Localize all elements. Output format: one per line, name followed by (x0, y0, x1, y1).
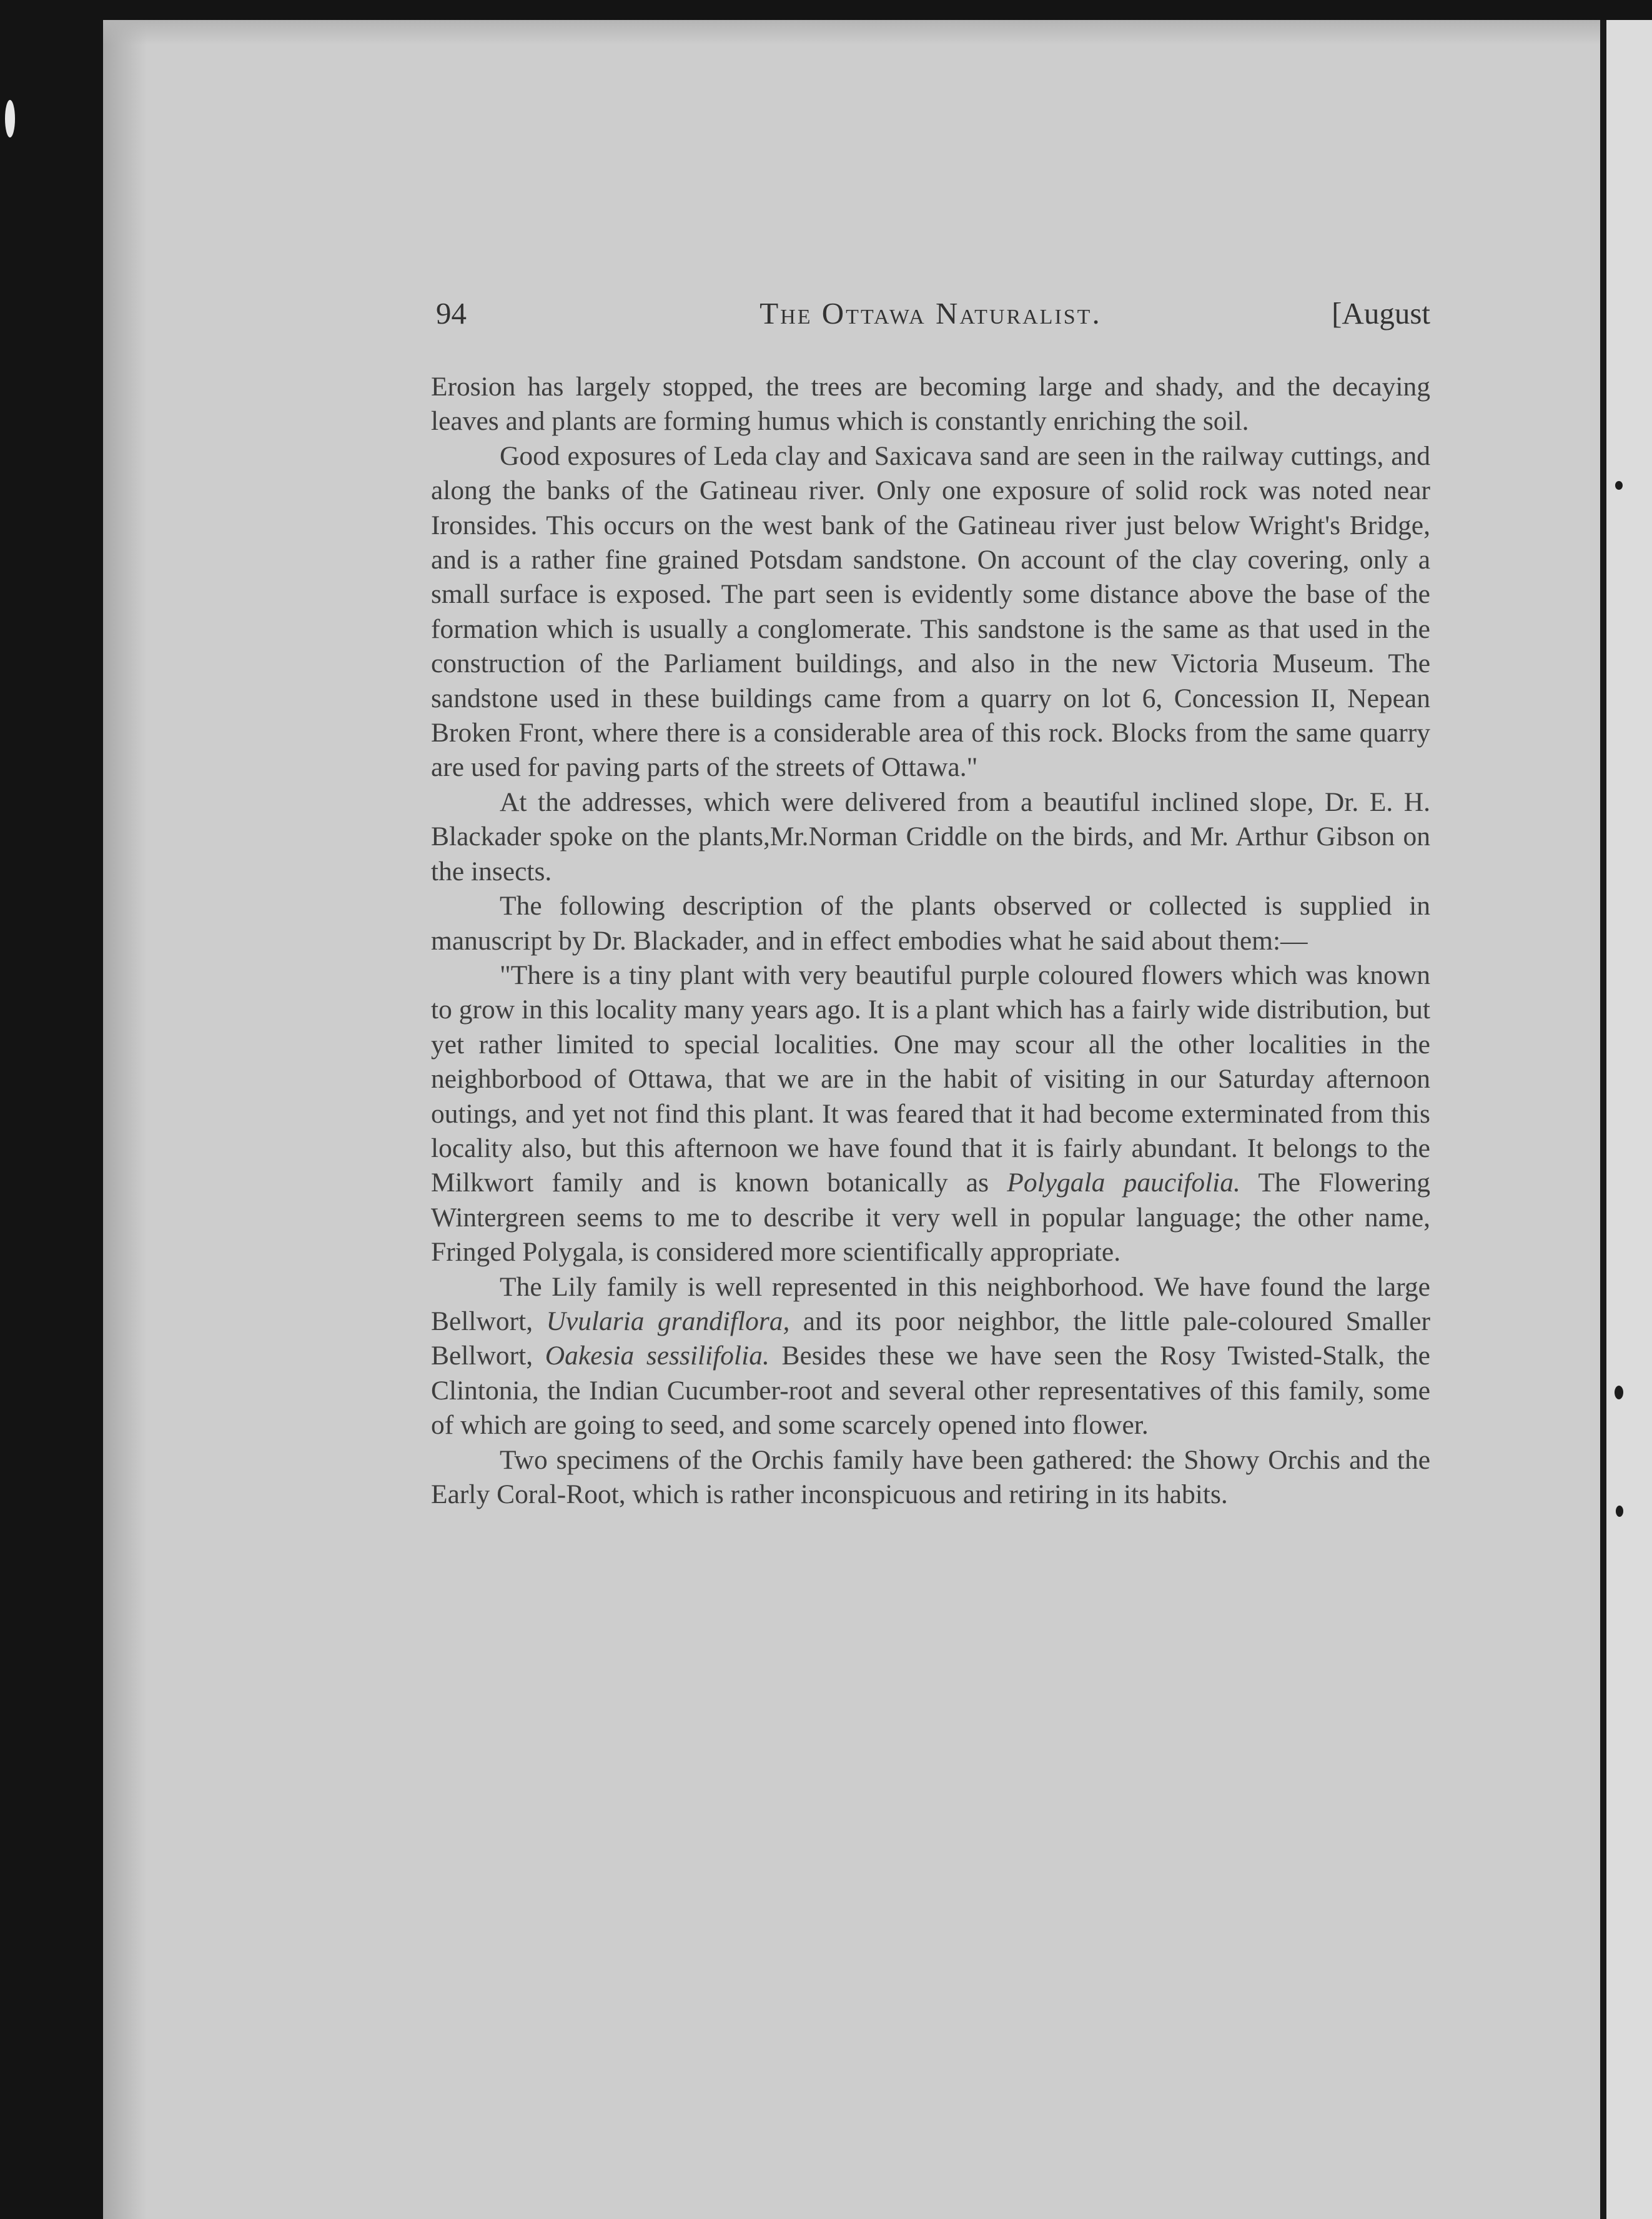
paragraph (431, 1270, 1430, 1443)
species-name: Oakesia sessilifolia. (545, 1341, 769, 1371)
page-right-margin (1605, 20, 1652, 2219)
paragraph: Good exposures of Leda clay and Saxicava sand are seen in the railway cuttings, and along the banks of the Gatineau river. Only one exposure of solid rock was noted near Ironsides. This occurs on the west bank of the Gatineau river just below Wright's Bridge, and is a rather fine grained Potsdam sandstone. On account of the clay covering, only a small surface is exposed. The part seen is evidently some distance above the base of the formation which is usually a conglomerate. This sandstone is the same as that used in the construction of the Parliament buildings, and also in the new Victoria Museum. The sandstone used in these buildings came from a quarry on lot 6, Concession II, Nepean Broken Front, where there is a considerable area of this rock. Blocks from the same quarry are used for paving parts of the streets of Ottawa." (431, 440, 1430, 783)
page-top-shadow (103, 20, 1610, 45)
article-body (431, 370, 1430, 1512)
page-number: 94 (436, 296, 467, 330)
margin-speck (1616, 1506, 1623, 1517)
page-edge-line (1600, 20, 1606, 2219)
paragraph: At the addresses, which were delivered from a beautiful inclined slope, Dr. E. H. Blackader spoke on the plants,Mr.Norman Criddle on the birds, and Mr. Arthur Gibson on the insects. (431, 787, 1430, 886)
paragraph: Two specimens of the Orchis family have been gathered: the Showy Orchis and the Early Coral-Root, which is rather inconspicuous and retiring in its habits. (431, 1444, 1430, 1509)
paragraph: Erosion has largely stopped, the trees are becoming large and shady, and the decaying leaves and plants are forming humus which is constantly enriching the soil. (431, 372, 1430, 437)
margin-speck (1615, 1386, 1623, 1399)
text-run: The Flowering Wintergreen seems to me to describe it very well in popular language; the other name, Fringed Polygala, is considered more scientifically appropriate. (431, 1168, 1431, 1268)
text-run: and its poor neighbor, the little pale-coloured Smaller Bellwort, (431, 1306, 1430, 1371)
page-gutter-shadow (103, 20, 147, 2219)
text-run: The Lily family is well represented in this neighborhood. We have found the large Bellwort, (431, 1271, 1430, 1336)
margin-spot (5, 100, 15, 137)
journal-title: The Ottawa Naturalist. (759, 296, 1102, 330)
species-name: Uvularia grandiflora, (546, 1306, 790, 1336)
species-name: Polygala paucifolia. (1007, 1168, 1240, 1198)
margin-speck (1615, 481, 1623, 490)
paragraph: The following description of the plants observed or collected is supplied in manuscript by Dr. Blackader, and in effect embodies what he said about them:— (431, 891, 1430, 956)
issue-month: [August (1332, 296, 1430, 330)
paragraph (431, 958, 1430, 1270)
text-run: Besides these we have seen the Rosy Twisted-Stalk, the Clintonia, the Indian Cucumber-root and several other representatives of this family, some of which are going to seed, and some scarcely opened into flower. (431, 1341, 1430, 1441)
text-run: "There is a tiny plant with very beautiful purple coloured flowers which was known to grow in this locality many years ago. It is a plant which has a fairly wide distribution, but yet rather limited to special localities. One may scour all the other localities in the neighborbood of Ottawa, that we are in the habit of visiting in our Saturday afternoon outings, and yet not find this plant. It was feared that it had become exterminated from this locality also, but this afternoon we have found that it is fairly abundant. It belongs to the Milkwort family and is known botanically as (431, 960, 1430, 1198)
running-head (431, 295, 1430, 332)
